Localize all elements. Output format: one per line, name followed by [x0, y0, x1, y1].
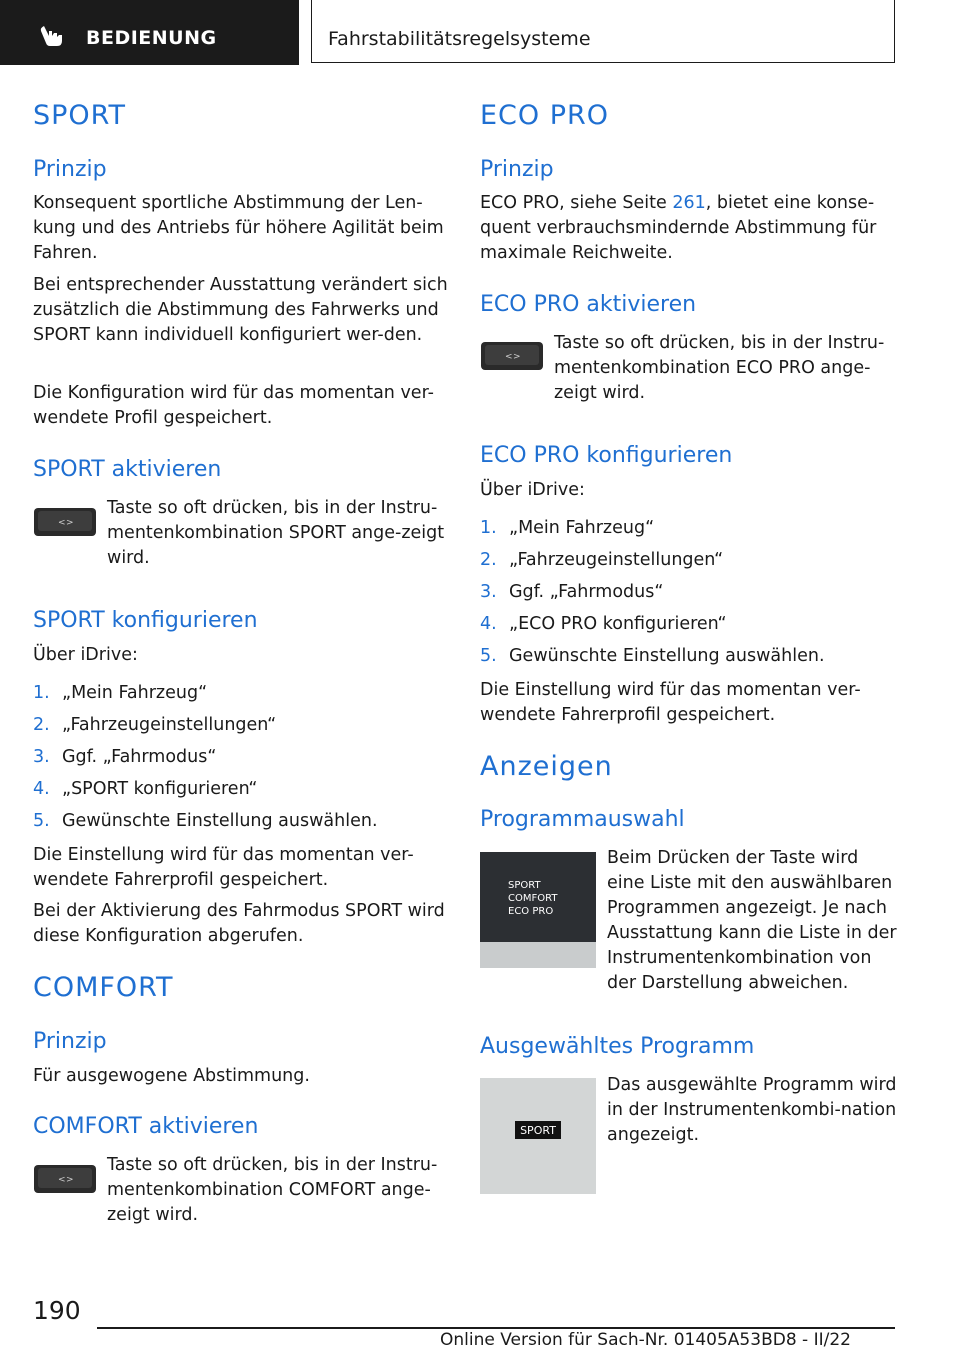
- eco-pro-prinzip-heading: Prinzip: [480, 157, 554, 182]
- program-list-item: SPORT: [508, 880, 541, 891]
- sport-heading: SPORT: [33, 100, 126, 131]
- program-list-item: COMFORT: [508, 893, 558, 904]
- list-item: 5. Gewünschte Einstellung auswählen.: [33, 811, 378, 831]
- svg-text:<: <: [58, 1175, 66, 1185]
- list-item: 3. Ggf. „Fahrmodus“: [33, 747, 217, 767]
- sport-prinzip-paragraph-2: Bei entsprechender Ausstattung verändert sich zusätzlich die Abstimmung des Fahrwerks und SPORT kann individuell konfiguriert wer-den.: [33, 275, 448, 345]
- drive-mode-button-icon: [480, 341, 544, 371]
- list-item: 4. „SPORT konfigurieren“: [33, 779, 258, 799]
- selected-program-badge: SPORT: [520, 1124, 556, 1137]
- section-header: [0, 0, 299, 65]
- svg-text:<: <: [58, 518, 66, 528]
- selected-program-display: [480, 1078, 596, 1194]
- list-item: 2. „Fahrzeugeinstellungen“: [33, 715, 277, 735]
- comfort-aktivieren-text: Taste so oft drücken, bis in der Instru-mentenkombination COMFORT ange-zeigt wird.: [107, 1155, 438, 1225]
- sport-konfigurieren-paragraph-1: Die Einstellung wird für das momentan ver-wendete Fahrerprofil gespeichert.: [33, 845, 414, 890]
- list-item: 1. „Mein Fahrzeug“: [480, 518, 655, 538]
- eco-pro-konfigurieren-intro: Über iDrive:: [480, 480, 585, 500]
- sport-konfigurieren-paragraph-2: Bei der Aktivierung des Fahrmodus SPORT wird diese Konfiguration abgerufen.: [33, 901, 445, 946]
- anzeigen-heading: Anzeigen: [480, 751, 613, 782]
- list-item: 5. Gewünschte Einstellung auswählen.: [480, 646, 825, 666]
- list-item: 3. Ggf. „Fahrmodus“: [480, 582, 664, 602]
- breadcrumb: [311, 0, 895, 63]
- sport-konfigurieren-intro: Über iDrive:: [33, 645, 138, 665]
- eco-pro-heading: ECO PRO: [480, 100, 610, 131]
- drive-mode-button-icon: [33, 1164, 97, 1194]
- comfort-prinzip-text: Für ausgewogene Abstimmung.: [33, 1066, 310, 1086]
- comfort-prinzip-heading: Prinzip: [33, 1029, 107, 1054]
- eco-pro-aktivieren-heading: ECO PRO aktivieren: [480, 292, 697, 317]
- drive-mode-button-icon: [33, 507, 97, 537]
- svg-text:>: >: [66, 518, 74, 528]
- eco-pro-aktivieren-text: Taste so oft drücken, bis in der Instru-mentenkombination ECO PRO ange-zeigt wird.: [554, 333, 885, 403]
- comfort-heading: COMFORT: [33, 972, 174, 1003]
- section-label: BEDIENUNG: [86, 27, 217, 49]
- svg-text:>: >: [66, 1175, 74, 1185]
- sport-aktivieren-heading: SPORT aktivieren: [33, 457, 222, 482]
- list-item: 4. „ECO PRO konfigurieren“: [480, 614, 727, 634]
- sport-prinzip-paragraph-1: Konsequent sportliche Abstimmung der Len-kung und des Antriebs für höhere Agilität beim Fahren.: [33, 193, 444, 263]
- sport-prinzip-paragraph-3: Die Konfiguration wird für das momentan ver-wendete Profil gespeichert.: [33, 383, 434, 428]
- list-item: 1. „Mein Fahrzeug“: [33, 683, 208, 703]
- breadcrumb-text: Fahrstabilitätsregelsysteme: [328, 28, 591, 50]
- eco-pro-konfigurieren-paragraph: Die Einstellung wird für das momentan ver-wendete Fahrerprofil gespeichert.: [480, 680, 861, 725]
- sport-aktivieren-text: Taste so oft drücken, bis in der Instru-mentenkombination SPORT ange-zeigt wird.: [107, 498, 445, 568]
- footer-online-version: Online Version für Sach-Nr. 01405A53BD8 - II/22: [440, 1330, 851, 1350]
- page-number: 190: [33, 1296, 81, 1325]
- ausgewaehltes-programm-text: Das ausgewählte Programm wird in der Instrumentenkombi-nation angezeigt.: [607, 1075, 897, 1145]
- program-list-display: [480, 852, 596, 968]
- svg-text:<: <: [505, 352, 513, 362]
- list-item: 2. „Fahrzeugeinstellungen“: [480, 550, 724, 570]
- eco-pro-konfigurieren-heading: ECO PRO konfigurieren: [480, 443, 733, 468]
- eco-pro-prinzip-paragraph: ECO PRO, siehe Seite 261, bietet eine konse-quent verbrauchsmindernde Abstimmung für maximale Reichweite.: [480, 193, 877, 263]
- svg-text:>: >: [513, 352, 521, 362]
- footer-divider: [97, 1327, 895, 1329]
- comfort-aktivieren-heading: COMFORT aktivieren: [33, 1114, 259, 1139]
- sport-prinzip-heading: Prinzip: [33, 157, 107, 182]
- program-list-item: ECO PRO: [508, 906, 554, 917]
- page-link[interactable]: 261: [672, 193, 706, 213]
- ausgewaehltes-programm-heading: Ausgewähltes Programm: [480, 1034, 755, 1059]
- programmauswahl-text: Beim Drücken der Taste wird eine Liste mit den auswählbaren Programmen angezeigt. Je nach Ausstattung kann die Liste in der Instrumentenkombination von der Darstellung abweichen.: [607, 848, 897, 993]
- sport-konfigurieren-heading: SPORT konfigurieren: [33, 608, 258, 633]
- programmauswahl-heading: Programmauswahl: [480, 807, 685, 832]
- hand-pointer-icon: [38, 24, 66, 48]
